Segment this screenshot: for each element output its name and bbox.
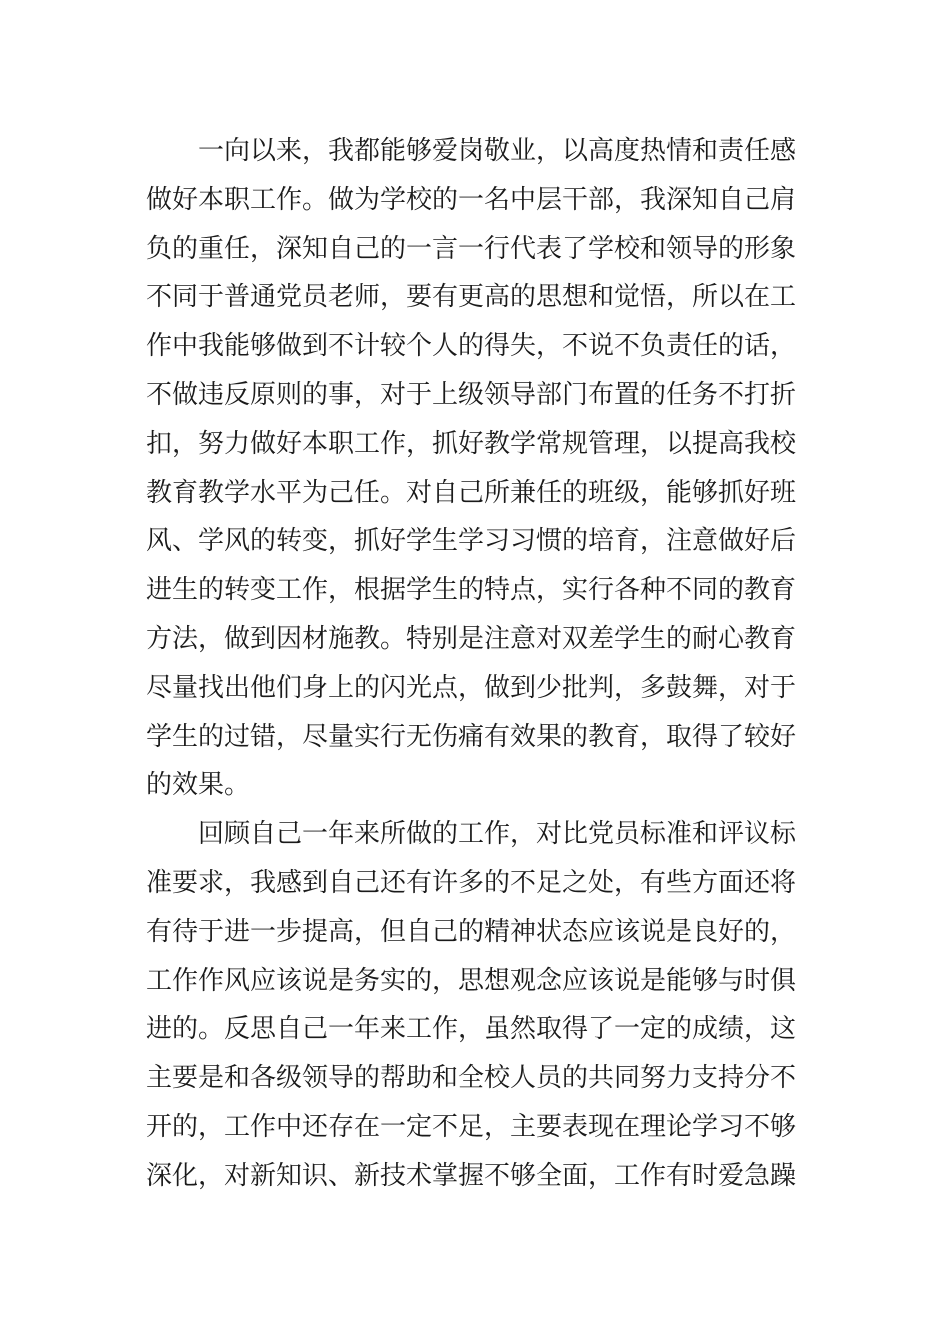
paragraph-2-line-5: 进的。反思自己一年来工作，虽然取得了一定的成绩，这 bbox=[146, 1014, 797, 1045]
paragraph-2-line-7: 开的，工作中还存在一定不足，主要表现在理论学习不够 bbox=[146, 1111, 797, 1142]
paragraph-2-line-2: 准要求，我感到自己还有许多的不足之处，有些方面还将 bbox=[146, 867, 797, 898]
paragraph-1-line-6: 不做违反原则的事，对于上级领导部门布置的任务不打折 bbox=[146, 379, 797, 410]
paragraph-1-line-4: 不同于普通党员老师，要有更高的思想和觉悟，所以在工 bbox=[146, 282, 797, 313]
paragraph-1-line-14: 的效果。 bbox=[146, 770, 251, 801]
paragraph-1-line-12: 尽量找出他们身上的闪光点，做到少批判，多鼓舞，对于 bbox=[146, 672, 797, 703]
paragraph-2-line-8: 深化，对新知识、新技术掌握不够全面，工作有时爱急躁 bbox=[146, 1160, 797, 1191]
paragraph-1-line-13: 学生的过错，尽量实行无伤痛有效果的教育，取得了较好 bbox=[146, 721, 797, 752]
paragraph-2-line-6: 主要是和各级领导的帮助和全校人员的共同努力支持分不 bbox=[146, 1063, 797, 1094]
paragraph-1-line-1: 一向以来，我都能够爱岗敬业，以高度热情和责任感 bbox=[198, 136, 797, 166]
paragraph-2-line-4: 工作作风应该说是务实的，思想观念应该说是能够与时俱 bbox=[146, 965, 797, 996]
paragraph-1-line-10: 进生的转变工作，根据学生的特点，实行各种不同的教育 bbox=[146, 575, 797, 606]
paragraph-1-line-8: 教育教学水平为己任。对自己所兼任的班级，能够抓好班 bbox=[146, 477, 797, 508]
paragraph-1-line-3: 负的重任，深知自己的一言一行代表了学校和领导的形象 bbox=[146, 233, 797, 264]
paragraph-2-line-1: 回顾自己一年来所做的工作，对比党员标准和评议标 bbox=[198, 819, 797, 850]
paragraph-2-line-3: 有待于进一步提高，但自己的精神状态应该说是良好的， bbox=[146, 916, 797, 947]
body-text bbox=[146, 127, 810, 1201]
paragraph-1-line-11: 方法，做到因材施教。特别是注意对双差学生的耐心教育 bbox=[146, 623, 797, 654]
paragraph-1-line-9: 风、学风的转变，抓好学生学习习惯的培育，注意做好后 bbox=[146, 526, 797, 557]
paragraph-1-line-7: 扣，努力做好本职工作，抓好教学常规管理，以提高我校 bbox=[146, 428, 797, 459]
paragraph-1-line-5: 作中我能够做到不计较个人的得失，不说不负责任的话， bbox=[146, 331, 797, 362]
paragraph-1-line-2: 做好本职工作。做为学校的一名中层干部，我深知自己肩 bbox=[146, 184, 797, 215]
